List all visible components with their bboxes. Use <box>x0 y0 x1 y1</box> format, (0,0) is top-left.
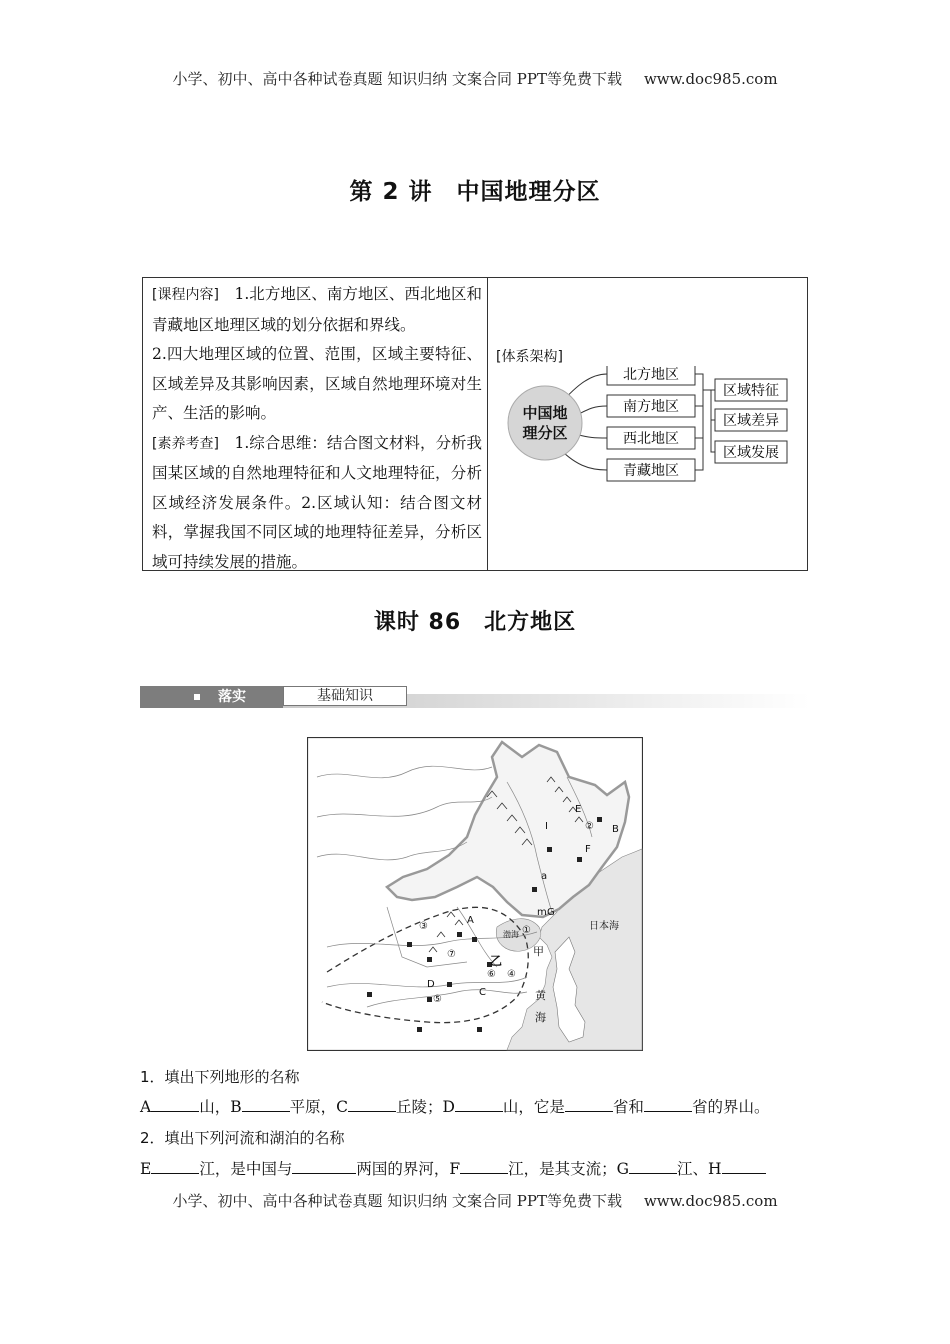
aspect-nodes <box>715 379 787 463</box>
region-nodes <box>607 366 695 481</box>
label-sea-japan: 日本海 <box>589 921 619 932</box>
blank-B[interactable] <box>242 1097 290 1112</box>
label-B: B <box>612 824 619 835</box>
label-sea-yellow-1: 黄 <box>535 989 546 1002</box>
label-yi: 乙 <box>490 954 503 968</box>
q1-a-suffix: 山，B <box>199 1098 242 1116</box>
blank-C[interactable] <box>348 1097 396 1112</box>
label-circle-7: ⑦ <box>447 949 456 960</box>
q2-heading: 2．填出下列河流和湖泊的名称 <box>140 1129 345 1147</box>
q1-b-suffix: 平原，C <box>289 1098 348 1116</box>
label-D: D <box>427 979 435 990</box>
center-line2: 理分区 <box>522 424 568 442</box>
literacy-tag: [素养考查] <box>152 435 219 452</box>
center-node <box>508 386 582 460</box>
q1-c-suffix: 丘陵；D <box>395 1098 455 1116</box>
course-text-2: 2.四大地理区域的位置、范围，区域主要特征、区域差异及其影响因素，区域自然地理环境对生产、生活的影响。 <box>152 345 482 422</box>
banner-dark-label: 落实 <box>218 689 246 705</box>
label-jia: 甲 <box>533 945 544 958</box>
course-text-1: 1.北方地区、南方地区、西北地区和青藏地区地理区域的划分依据和界线。 <box>152 285 482 334</box>
label-m: m <box>537 907 547 918</box>
blank-A[interactable] <box>151 1097 199 1112</box>
center-line1: 中国地 <box>522 404 568 422</box>
q2-f-suffix: 两国的界河，F <box>356 1160 461 1178</box>
label-sea-yellow-2: 海 <box>535 1011 546 1024</box>
page-footer <box>0 1190 950 1211</box>
region-northwest: 西北地区 <box>623 431 679 447</box>
label-circle-6: ⑥ <box>487 969 496 980</box>
label-circle-2: ② <box>585 821 594 832</box>
label-F: F <box>585 844 591 855</box>
q2-e-label: E <box>140 1160 152 1178</box>
region-tibet: 青藏地区 <box>623 463 679 479</box>
aspect-differences: 区域差异 <box>723 413 779 429</box>
q2-line <box>140 1157 812 1179</box>
label-I: I <box>545 821 548 832</box>
blank-country[interactable] <box>292 1159 356 1174</box>
aspect-development: 区域发展 <box>723 445 779 461</box>
label-A: A <box>467 915 474 926</box>
label-circle-1: ① <box>522 925 531 936</box>
label-circle-4: ④ <box>507 969 516 980</box>
aspect-features: 区域特征 <box>723 383 779 399</box>
q1-line <box>140 1095 812 1117</box>
footer-text: 小学、初中、高中各种试卷真题 知识归纳 文案合同 PPT等免费下载 <box>172 1192 622 1210</box>
square-bullet-icon <box>194 694 200 700</box>
label-bohai: 渤海 <box>503 930 519 939</box>
label-C: C <box>479 987 486 998</box>
blank-F[interactable] <box>460 1159 508 1174</box>
blank-G[interactable] <box>629 1159 677 1174</box>
architecture-label: [体系架构] <box>496 349 563 365</box>
region-south: 南方地区 <box>623 399 679 415</box>
header-site: www.doc985.com <box>643 70 778 88</box>
q2-h-suffix: 江、H <box>677 1160 722 1178</box>
lesson-title: 课时 86 北方地区 <box>373 610 577 635</box>
label-circle-3: ③ <box>419 921 428 932</box>
header-text: 小学、初中、高中各种试卷真题 知识归纳 文案合同 PPT等免费下载 <box>172 70 622 88</box>
course-content-cell <box>152 280 482 577</box>
label-a: a <box>541 871 548 882</box>
banner-light-label: 基础知识 <box>283 686 407 706</box>
q1-e-suffix: 省和 <box>612 1098 644 1116</box>
chapter-title: 第 2 讲 中国地理分区 <box>349 179 601 205</box>
north-china-map <box>307 737 643 1051</box>
region-north: 北方地区 <box>623 367 679 383</box>
banner-dark-tab <box>140 686 283 708</box>
overview-table <box>142 277 808 571</box>
architecture-diagram <box>495 366 795 496</box>
course-tag: [课程内容] <box>152 287 219 303</box>
literacy-text: 1.综合思维：结合图文材料，分析我国某区域的自然地理特征和人文地理特征，分析区域经济发展条件。2.区域认知：结合图文材料，掌握我国不同区域的地理特征差异，分析区域可持续发展的措施。 <box>152 433 482 571</box>
q1-d-suffix: 山，它是 <box>502 1098 565 1116</box>
q2-g-suffix: 江，是其支流；G <box>508 1160 629 1178</box>
q1-a-label: A <box>140 1098 152 1116</box>
blank-H[interactable] <box>722 1159 766 1174</box>
label-G: G <box>547 907 555 918</box>
blank-province-2[interactable] <box>644 1097 692 1112</box>
page-header <box>0 68 950 89</box>
table-divider <box>487 278 488 570</box>
label-circle-5: ⑤ <box>433 994 442 1005</box>
q2-e-suffix: 江，是中国与 <box>199 1160 293 1178</box>
blank-D[interactable] <box>455 1097 503 1112</box>
footer-site: www.doc985.com <box>643 1192 778 1210</box>
blank-E[interactable] <box>151 1159 199 1174</box>
q1-heading: 1．填出下列地形的名称 <box>140 1068 300 1086</box>
label-E: E <box>575 804 582 815</box>
q1-f-suffix: 省的界山。 <box>691 1098 770 1116</box>
blank-province-1[interactable] <box>565 1097 613 1112</box>
section-banner <box>140 686 810 712</box>
